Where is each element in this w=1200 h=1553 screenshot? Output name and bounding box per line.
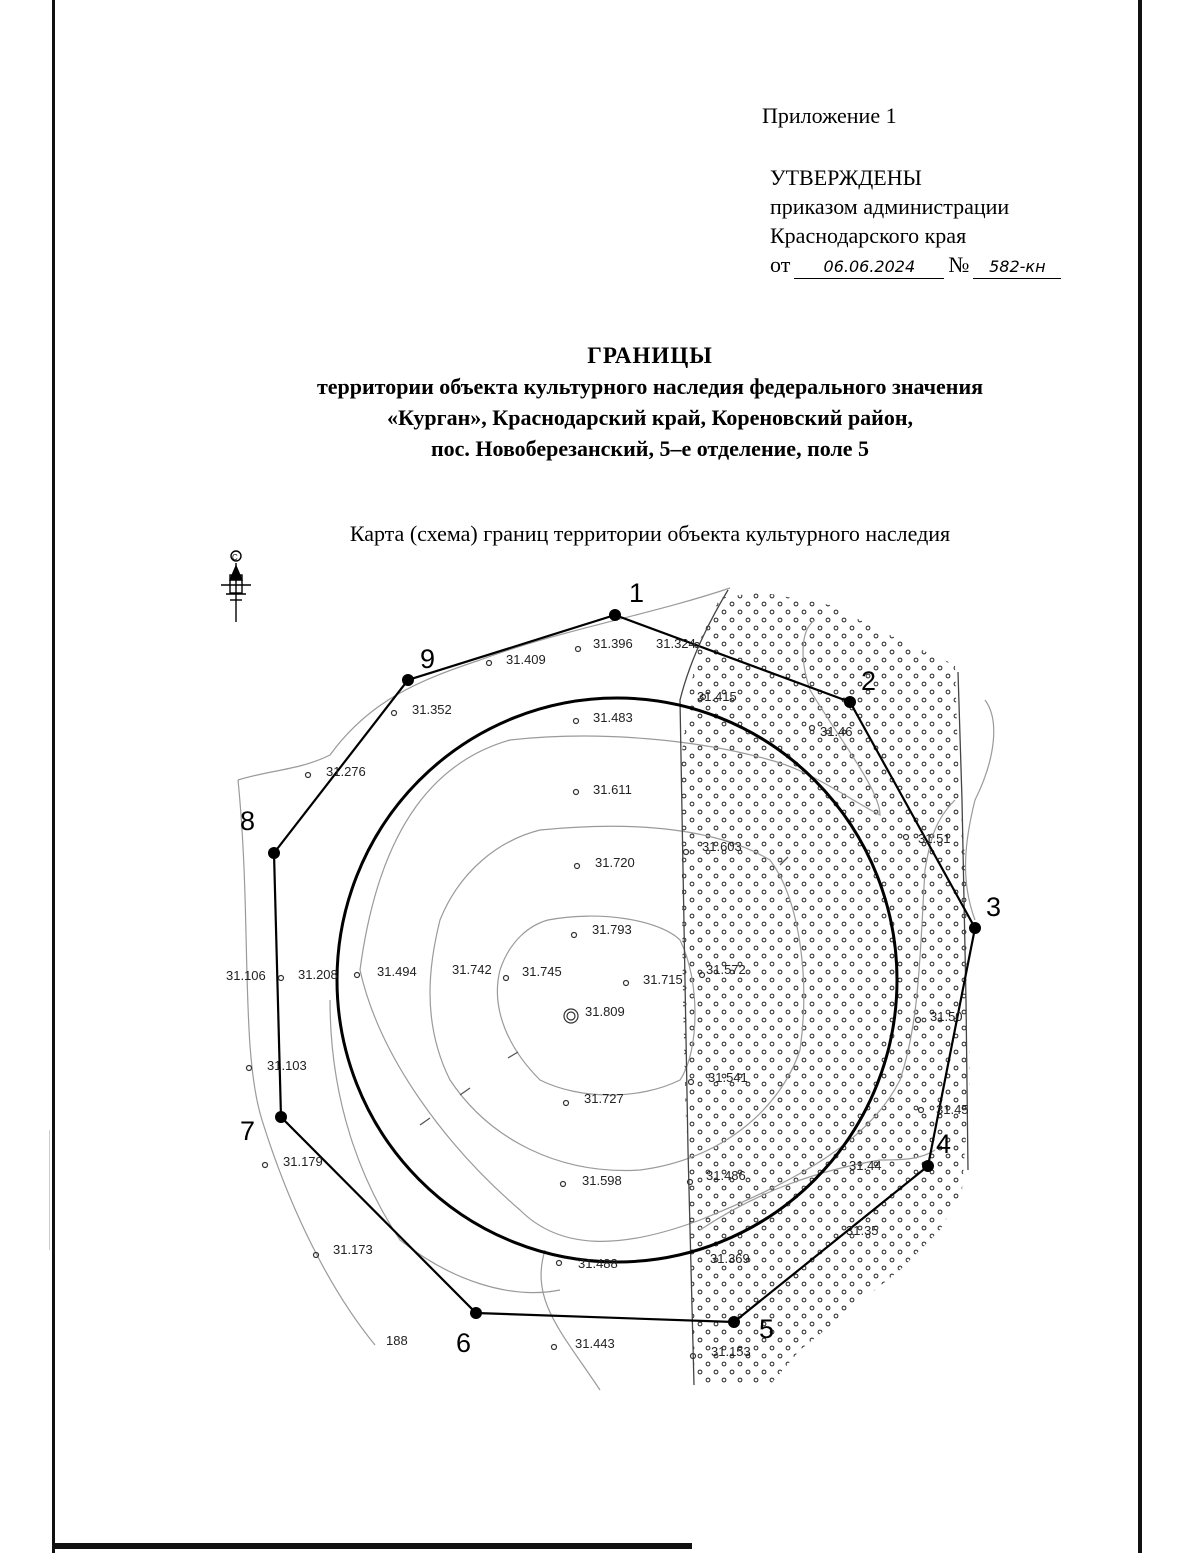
approval-line3: Краснодарского края <box>770 223 967 248</box>
elevation-label: 31.396 <box>593 636 633 651</box>
boundary-point-4 <box>922 1160 934 1172</box>
boundary-point-3 <box>969 922 981 934</box>
from-label: от <box>770 252 791 277</box>
title-line2: «Курган», Краснодарский край, Кореновский район, <box>386 405 914 430</box>
boundary-point-7 <box>275 1111 287 1123</box>
elevation-label: 31.793 <box>592 922 632 937</box>
point-label-9: 9 <box>420 644 436 674</box>
page-edge-right <box>1138 0 1142 1553</box>
elevation-label: 31.742 <box>452 962 492 977</box>
boundary-map <box>0 553 1100 1400</box>
boundary-point-9 <box>402 674 414 686</box>
map-caption: Карта (схема) границ территории объекта культурного наследия <box>349 521 951 546</box>
boundary-point-2 <box>844 696 856 708</box>
point-label-8: 8 <box>240 806 256 836</box>
document-title <box>100 340 1200 464</box>
boundary-point-1 <box>609 609 621 621</box>
elevation-label: 31.51 <box>918 831 951 846</box>
title-main: ГРАНИЦЫ <box>587 343 713 368</box>
boundary-point-8 <box>268 847 280 859</box>
elevation-label: 31.745 <box>522 964 562 979</box>
point-label-7: 7 <box>240 1116 256 1146</box>
elevation-label: 31.541 <box>708 1070 748 1085</box>
title-line3: пос. Новоберезанский, 5–е отделение, поле 5 <box>430 436 870 461</box>
elevation-label: 31.276 <box>326 764 366 779</box>
elevation-label: 31.45 <box>936 1102 969 1117</box>
elevation-label: 31.153 <box>711 1344 751 1359</box>
boundary-point-5 <box>728 1316 740 1328</box>
title-line1: территории объекта культурного наследия федерального значения <box>316 374 984 399</box>
page-edge-bottom <box>52 1543 692 1549</box>
elevation-label: 31.598 <box>582 1173 622 1188</box>
elevation-label: 31.488 <box>578 1256 618 1271</box>
number-label: № <box>948 252 970 277</box>
elevation-label: 31.727 <box>584 1091 624 1106</box>
elevation-label: 31.483 <box>593 710 633 725</box>
point-label-1: 1 <box>629 578 645 608</box>
point-label-5: 5 <box>759 1314 775 1344</box>
approval-order-line <box>770 250 1061 279</box>
elevation-label: 31.611 <box>593 782 632 797</box>
compass-north-label: С <box>232 553 238 562</box>
point-label-3: 3 <box>986 892 1002 922</box>
elevation-label: 31.409 <box>506 652 546 667</box>
elevation-label: 31.415 <box>697 689 737 704</box>
boundary-point-6 <box>470 1307 482 1319</box>
elevation-label: 31.35 <box>846 1223 879 1238</box>
elevation-label: 31.46 <box>820 724 853 739</box>
handwritten-number: 582-кн <box>973 256 1061 279</box>
appendix-label: Приложение 1 <box>762 103 897 128</box>
elevation-label: 31.572 <box>706 962 746 977</box>
elevation-label: 31.179 <box>283 1154 323 1169</box>
elevation-label: 31.715 <box>643 972 683 987</box>
elevation-label: 31.324 <box>656 636 696 651</box>
elevation-label: 31.809 <box>585 1004 625 1019</box>
elevation-label: 31.173 <box>333 1242 373 1257</box>
elevation-label: 31.352 <box>412 702 452 717</box>
elevation-label: 188 <box>386 1333 408 1348</box>
handwritten-date: 06.06.2024 <box>794 256 944 279</box>
dotted-zone <box>681 592 970 1385</box>
point-label-4: 4 <box>936 1129 952 1159</box>
point-label-6: 6 <box>456 1328 472 1358</box>
elevation-label: 31.486 <box>706 1168 746 1183</box>
elevation-label: 31.603 <box>702 839 742 854</box>
elevation-label: 31.720 <box>595 855 635 870</box>
approval-line1: УТВЕРЖДЕНЫ <box>770 165 922 190</box>
point-label-2: 2 <box>861 666 877 696</box>
elevation-label: 31.208 <box>298 967 338 982</box>
approval-block <box>770 163 1061 279</box>
approval-line2: приказом администрации <box>770 194 1010 219</box>
elevation-label: 31.494 <box>377 964 417 979</box>
elevation-label: 31.103 <box>267 1058 307 1073</box>
elevation-label: 31.44 <box>849 1158 882 1173</box>
elevation-label: 31.443 <box>575 1336 615 1351</box>
elevation-label: 31.369 <box>710 1251 750 1266</box>
elevation-label: 31.50 <box>930 1009 963 1024</box>
elevation-label: 31.106 <box>226 968 266 983</box>
